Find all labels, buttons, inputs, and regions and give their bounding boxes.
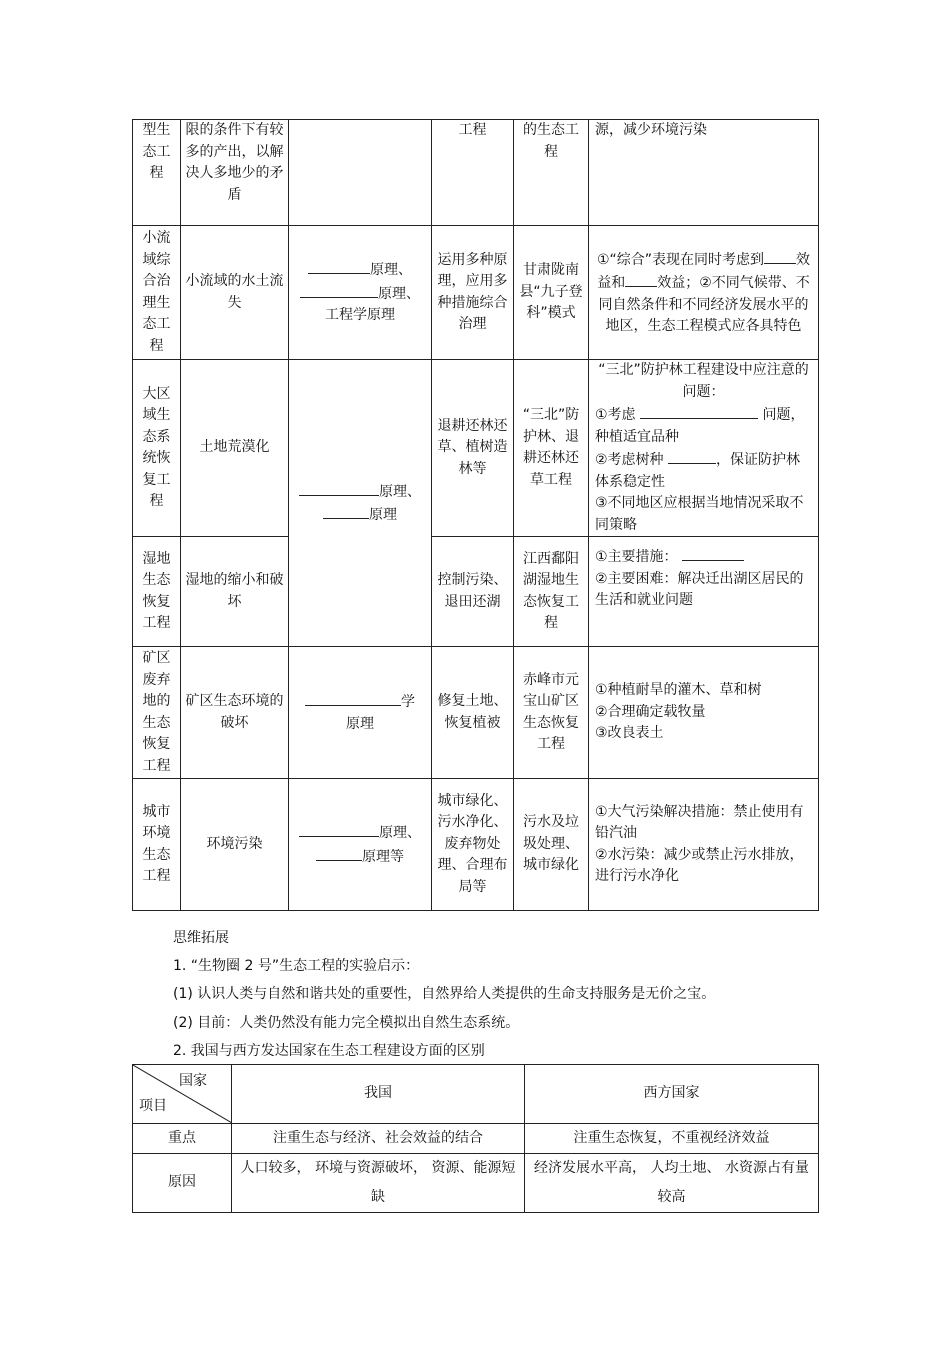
principle-cell: 原理、 原理、 工程学原理: [289, 226, 432, 360]
note-cell: 源，减少环境污染: [589, 120, 819, 226]
table-row: [133, 1124, 819, 1154]
fill-blank: [299, 480, 379, 496]
type-cell: 矿区废弃地的生态恢复工程: [133, 647, 181, 779]
comparison-table: [132, 1064, 819, 1213]
problem-cell: 矿区生态环境的破坏: [181, 647, 289, 779]
table-row: [133, 647, 819, 779]
measure-cell: 城市绿化、污水净化、废弃物处理、合理布局等: [432, 779, 514, 911]
table-row: [133, 537, 819, 647]
fill-blank: [625, 271, 657, 287]
problem-cell: 小流域的水土流失: [181, 226, 289, 360]
table-row: [133, 1154, 819, 1213]
case-cell: 甘肃陇南县“九子登科”模式: [514, 226, 589, 360]
measure-cell: 修复土地、恢复植被: [432, 647, 514, 779]
list-item: 2. 我国与西方发达国家在生态工程建设方面的区别: [173, 1043, 485, 1059]
ecological-engineering-table: [132, 119, 819, 911]
type-cell: 小流域综合治理生态工程: [133, 226, 181, 360]
type-cell: 大区域生态系统恢复工程: [133, 360, 181, 537]
principle-cell: 原理、 原理等: [289, 779, 432, 911]
type-cell: 型生态工程: [133, 120, 181, 226]
problem-cell: 环境污染: [181, 779, 289, 911]
table-row: [133, 120, 819, 226]
table-row: [133, 1065, 819, 1124]
case-cell: 赤峰市元宝山矿区生态恢复工程: [514, 647, 589, 779]
problem-cell: 湿地的缩小和破坏: [181, 537, 289, 647]
case-cell: 污水及垃圾处理、城市绿化: [514, 779, 589, 911]
principle-cell: [289, 120, 432, 226]
note-cell: “三北”防护林工程建设中应注意的问题： ①考虑 问题，种植适宜品种 ②考虑树种 ，保证防护林体系稳定性 ③不同地区应根据当地情况采取不同策略: [589, 360, 819, 537]
shared-principle-cell: 原理、 原理: [289, 360, 432, 647]
type-cell: 湿地生态恢复工程: [133, 537, 181, 647]
type-cell: 城市环境生态工程: [133, 779, 181, 911]
case-cell: 的生态工程: [514, 120, 589, 226]
fill-blank: [305, 690, 401, 706]
measure-cell: 控制污染、退田还湖: [432, 537, 514, 647]
table-row: [133, 779, 819, 911]
table-cell: 注重生态恢复，不重视经济效益: [525, 1124, 819, 1154]
case-cell: 江西鄱阳湖湿地生态恢复工程: [514, 537, 589, 647]
fill-blank: [640, 403, 758, 419]
fill-blank: [300, 282, 378, 298]
section-title: 思维拓展: [173, 930, 229, 946]
column-header: 我国: [232, 1065, 525, 1124]
list-item: 1. “生物圈 2 号”生态工程的实验启示：: [173, 958, 420, 974]
note-cell: ①“综合”表现在同时考虑到 效益和 效益；②不同气候带、不同自然条件和不同经济发展水平的地区，生态工程模式应各具特色: [589, 226, 819, 360]
list-item: (2) 目前：人类仍然没有能力完全模拟出自然生态系统。: [173, 1015, 520, 1031]
list-item: (1) 认识人类与自然和谐共处的重要性，自然界给人类提供的生命支持服务是无价之宝。: [173, 986, 716, 1002]
table-row: [133, 360, 819, 537]
fill-blank: [668, 448, 716, 464]
header-corner: 国家 项目: [133, 1065, 232, 1124]
note-cell: ①主要措施： ②主要困难：解决迁出湖区居民的生活和就业问题: [589, 537, 819, 647]
measure-cell: 工程: [432, 120, 514, 226]
measure-cell: 退耕还林还草、植树造林等: [432, 360, 514, 537]
column-header: 西方国家: [525, 1065, 819, 1124]
row-label: 原因: [133, 1154, 232, 1213]
fill-blank: [316, 845, 362, 861]
fill-blank: [299, 821, 379, 837]
table-cell: 经济发展水平高， 人均土地、 水资源占有量较高: [525, 1154, 819, 1213]
measure-cell: 运用多种原理，应用多种措施综合治理: [432, 226, 514, 360]
table-cell: 人口较多， 环境与资源破坏， 资源、能源短缺: [232, 1154, 525, 1213]
fill-blank: [308, 258, 370, 274]
note-cell: ①大气污染解决措施：禁止使用有铅汽油 ②水污染：减少或禁止污水排放，进行污水净化: [589, 779, 819, 911]
case-cell: “三北”防护林、退耕还林还草工程: [514, 360, 589, 537]
principle-cell: 学 原理: [289, 647, 432, 779]
fill-blank: [682, 545, 744, 561]
fill-blank: [764, 248, 796, 264]
fill-blank: [323, 503, 369, 519]
row-label: 重点: [133, 1124, 232, 1154]
problem-cell: 土地荒漠化: [181, 360, 289, 537]
table-row: [133, 226, 819, 360]
table-cell: 注重生态与经济、社会效益的结合: [232, 1124, 525, 1154]
note-cell: ①种植耐旱的灌木、草和树 ②合理确定载牧量 ③改良表土: [589, 647, 819, 779]
problem-cell: 限的条件下有较多的产出，以解决人多地少的矛盾: [181, 120, 289, 226]
